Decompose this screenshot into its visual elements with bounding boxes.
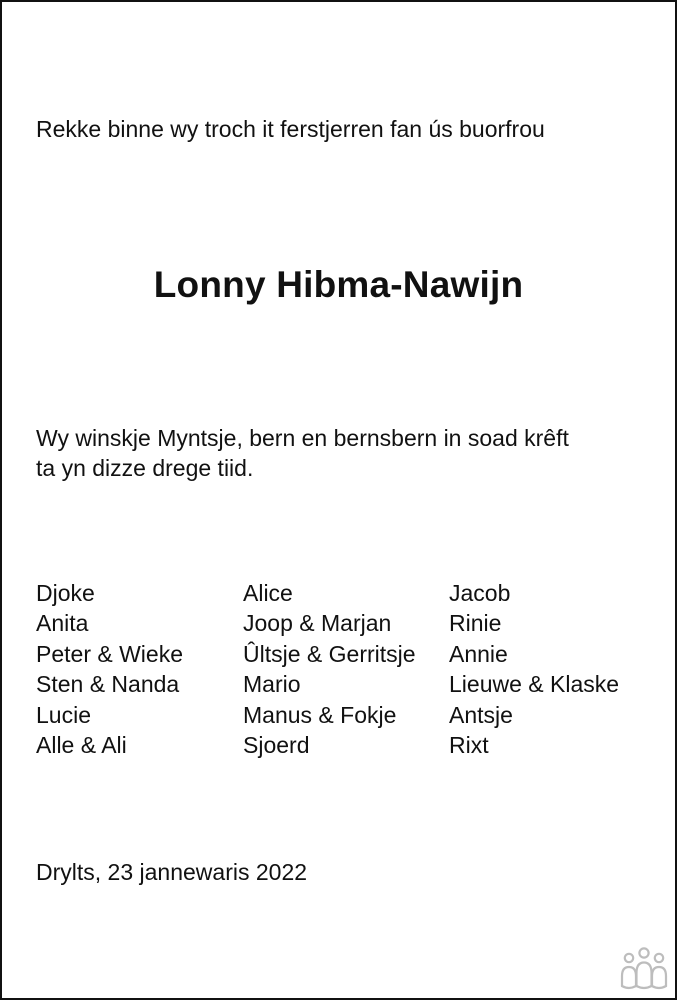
people-group-icon <box>619 946 669 990</box>
deceased-name: Lonny Hibma-Nawijn <box>153 264 524 305</box>
signer-name: Peter & Wieke <box>36 640 183 667</box>
signer-name: Rixt <box>449 731 489 758</box>
signer-name: Sjoerd <box>243 731 310 758</box>
wish-line: Wy winskje Myntsje, bern en bernsbern in soad krêft <box>36 425 569 451</box>
signer-name: Alle & Ali <box>36 731 127 758</box>
signer-name: Anita <box>36 610 89 637</box>
signers-list <box>36 578 656 760</box>
signer-name: Djoke <box>36 580 95 606</box>
signer-name: Mario <box>243 671 301 698</box>
signer-name: Jacob <box>449 580 511 606</box>
signer-name: Alice <box>243 580 293 606</box>
signer-name: Lieuwe & Klaske <box>449 671 620 698</box>
wish-line: ta yn dizze drege tiid. <box>36 455 254 481</box>
signer-name: Manus & Fokje <box>243 701 397 728</box>
place-date: Drylts, 23 jannewaris 2022 <box>36 859 308 885</box>
signer-name: Ûltsje & Gerritsje <box>243 640 416 667</box>
signer-name: Rinie <box>449 610 502 637</box>
wish-text <box>36 423 569 483</box>
signer-name: Joop & Marjan <box>243 610 392 637</box>
signer-name: Sten & Nanda <box>36 671 180 698</box>
intro-text: Rekke binne wy troch it ferstjerren fan ús buorfrou <box>36 116 545 142</box>
signer-name: Annie <box>449 640 508 667</box>
signer-name: Antsje <box>449 701 513 728</box>
signer-name: Lucie <box>36 701 91 728</box>
